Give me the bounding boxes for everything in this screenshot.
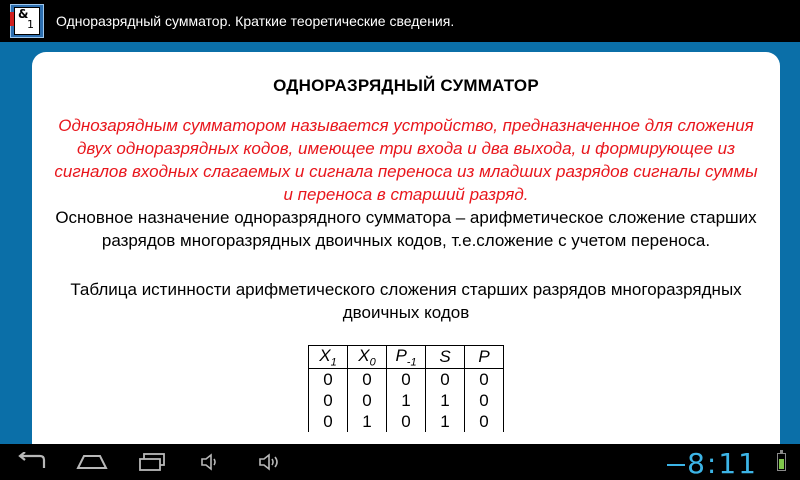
table-cell: 0 bbox=[465, 411, 504, 432]
back-icon[interactable] bbox=[14, 452, 48, 472]
title-bar bbox=[0, 0, 800, 42]
header-x1: $X_1$ bbox=[309, 346, 348, 369]
table-cell: 0 bbox=[465, 390, 504, 411]
table-cell: 0 bbox=[387, 369, 426, 391]
table-cell: 1 bbox=[426, 411, 465, 432]
table-cell: 1 bbox=[348, 411, 387, 432]
purpose-text: Основное назначение одноразрядного сумматора – арифметическое сложение старших разрядов многоразрядных двоичных кодов, т.е.сложение с учетом переноса. bbox=[55, 208, 757, 250]
clock-separator bbox=[667, 464, 685, 466]
table-cell: 0 bbox=[465, 369, 504, 391]
home-icon[interactable] bbox=[76, 452, 108, 472]
battery-icon bbox=[777, 453, 786, 471]
table-cell: 0 bbox=[426, 369, 465, 391]
table-cell: 0 bbox=[348, 369, 387, 391]
table-row bbox=[309, 369, 504, 391]
volume-down-icon[interactable] bbox=[200, 452, 222, 472]
truth-table bbox=[308, 345, 504, 432]
window-title: Одноразрядный сумматор. Краткие теоретические сведения. bbox=[56, 13, 455, 29]
definition-text: Однозарядным сумматором называется устройство, предназначенное для сложения двух одноразрядных кодов, имеющее три входа и два выхода, и формирующее из сигналов входных слагаемых и сигнала переноса из младших разрядов сигналы суммы и переноса в старший разряд. bbox=[54, 116, 758, 204]
logic-and-icon[interactable]: & 1 bbox=[10, 4, 44, 38]
table-cell: 0 bbox=[387, 411, 426, 432]
header-p: P bbox=[465, 346, 504, 369]
table-row bbox=[309, 411, 504, 432]
content-card bbox=[32, 52, 780, 462]
table-cell: 0 bbox=[348, 390, 387, 411]
table-cell: 1 bbox=[426, 390, 465, 411]
table-cell: 0 bbox=[309, 390, 348, 411]
volume-up-icon[interactable] bbox=[258, 452, 284, 472]
table-cell: 1 bbox=[387, 390, 426, 411]
page-heading: ОДНОРАЗРЯДНЫЙ СУММАТОР bbox=[273, 76, 539, 95]
table-cell: 0 bbox=[309, 411, 348, 432]
header-s: S bbox=[426, 346, 465, 369]
system-nav-bar bbox=[0, 444, 800, 480]
clock-time[interactable]: 8:11 bbox=[687, 447, 758, 480]
truth-table-header-row bbox=[309, 346, 504, 369]
table-caption: Таблица истинности арифметического сложения старших разрядов многоразрядных двоичных кодов bbox=[70, 280, 742, 322]
header-x0: $X_0$ bbox=[348, 346, 387, 369]
recent-apps-icon[interactable] bbox=[138, 452, 168, 472]
table-row bbox=[309, 390, 504, 411]
header-p-minus-1: $P_{-1}$ bbox=[387, 346, 426, 369]
table-cell: 0 bbox=[309, 369, 348, 391]
